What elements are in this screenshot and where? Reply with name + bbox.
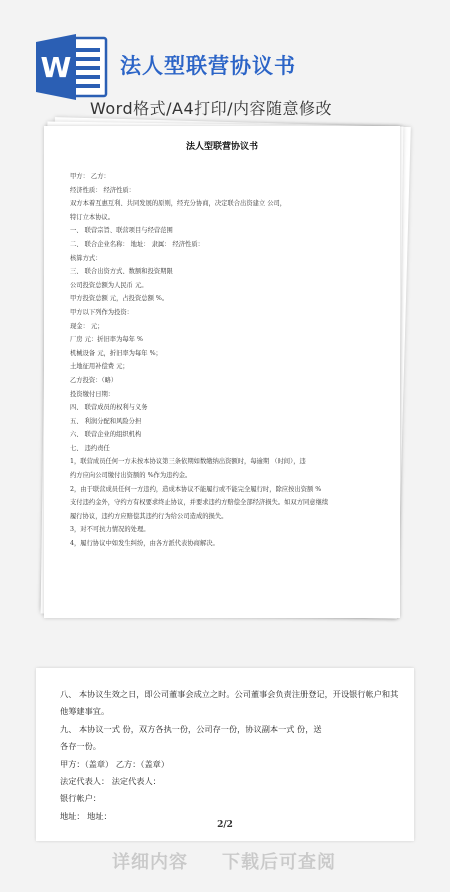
doc-line: 履行协议，违约方应赔偿其违约行为给公司造成的损失。 [70, 512, 228, 520]
doc-line: 甲方投资总额 元，占投资总额 %。 [70, 295, 169, 303]
document-page-2 [36, 668, 414, 841]
doc-line: 特订立本协议。 [70, 213, 115, 221]
footer [0, 846, 450, 886]
details-button[interactable]: 详细内容 [112, 852, 188, 873]
header-title: 法人型联营协议书 [120, 54, 296, 78]
doc-line: 七、 违约责任 [70, 444, 110, 452]
doc-line: 五、 利润分配和风险分担 [70, 417, 142, 425]
doc-line: 九、 本协议一式 份，双方各执一份，公司存一份，协议副本一式 份，送 [60, 723, 322, 734]
doc-line: 1，联营成员任何一方未按本协议第三条依期如数缴纳出资额时，每逾期 （时间），违 [70, 458, 306, 466]
header-subtitle: Word格式/A4打印/内容随意修改 [90, 99, 333, 118]
document-page-2-body [60, 686, 400, 825]
doc-line: 土地征用补偿费 元； [70, 363, 129, 371]
doc-line: 地址： 地址： [60, 810, 112, 821]
doc-line: 现金： 元； [70, 322, 104, 330]
doc-line: 四、 联营成员的权利与义务 [70, 404, 148, 412]
document-page-1 [44, 126, 400, 618]
doc-line: 二、 联合企业名称： 地址： 隶属： 经济性质： [70, 240, 204, 248]
doc-line: 4，履行协议中如发生纠纷，由各方派代表协商解决。 [70, 540, 219, 548]
doc-line: 三、 联合出资方式、数额和投资期限 [70, 268, 173, 276]
doc-line: 八、 本协议生效之日，即公司董事会成立之时。公司董事会负责注册登记，开设银行帐户和其 [60, 689, 399, 699]
header [0, 0, 450, 128]
doc-line: 甲方：（盖章） 乙方：（盖章） [60, 758, 170, 769]
doc-line: 甲方： 乙方： [70, 173, 110, 180]
doc-line: 乙方投资：（略） [70, 376, 118, 384]
doc-line: 厂房 元：折旧率为每年 % [70, 336, 143, 344]
doc-line: 六、 联营企业的组织机构 [70, 431, 142, 439]
doc-line: 机械设备 元，折旧率为每年 %； [70, 349, 162, 357]
word-icon [36, 34, 108, 100]
doc-line: 一、 联营宗旨、联营项目与经营范围 [70, 227, 173, 235]
doc-line: 约方应向公司缴付出资额的 %作为违约金。 [70, 472, 192, 480]
doc-line: 3，对不可抗力情况的处理。 [70, 526, 150, 534]
doc-line: 支付违约金外，守约方有权要求终止协议，并要求违约方赔偿全部经济损失。如双方同意继续 [70, 499, 329, 507]
doc-line: 2，由于联营成员任何一方违约，造成本协议不能履行或不能完全履行时，除应按出资额 % [70, 485, 322, 493]
doc-line: 公司投资总额为人民币 元。 [70, 281, 148, 289]
doc-line: 各存一份。 [60, 741, 101, 752]
document-title: 法人型联营协议书 [185, 142, 258, 152]
doc-line: 投资缴付日期： [70, 390, 115, 398]
document-page-1-stack [40, 120, 406, 620]
doc-line: 甲方以下列作为投资： [70, 308, 133, 316]
page-number: 2/2 [217, 820, 233, 830]
doc-line: 双方本着互惠互利、共同发展的原则，经充分协商，决定联合出资建立 公司， [70, 200, 287, 208]
doc-line: 法定代表人： 法定代表人： [60, 776, 161, 787]
doc-line: 银行帐户： [60, 793, 101, 804]
doc-line: 他筹建事宜。 [60, 706, 110, 717]
document-body [70, 170, 380, 551]
download-button[interactable]: 下载后可查阅 [222, 852, 336, 873]
doc-line: 核算方式： [70, 254, 102, 262]
doc-line: 经济性质： 经济性质： [70, 186, 135, 194]
svg-text:W: W [40, 51, 72, 84]
